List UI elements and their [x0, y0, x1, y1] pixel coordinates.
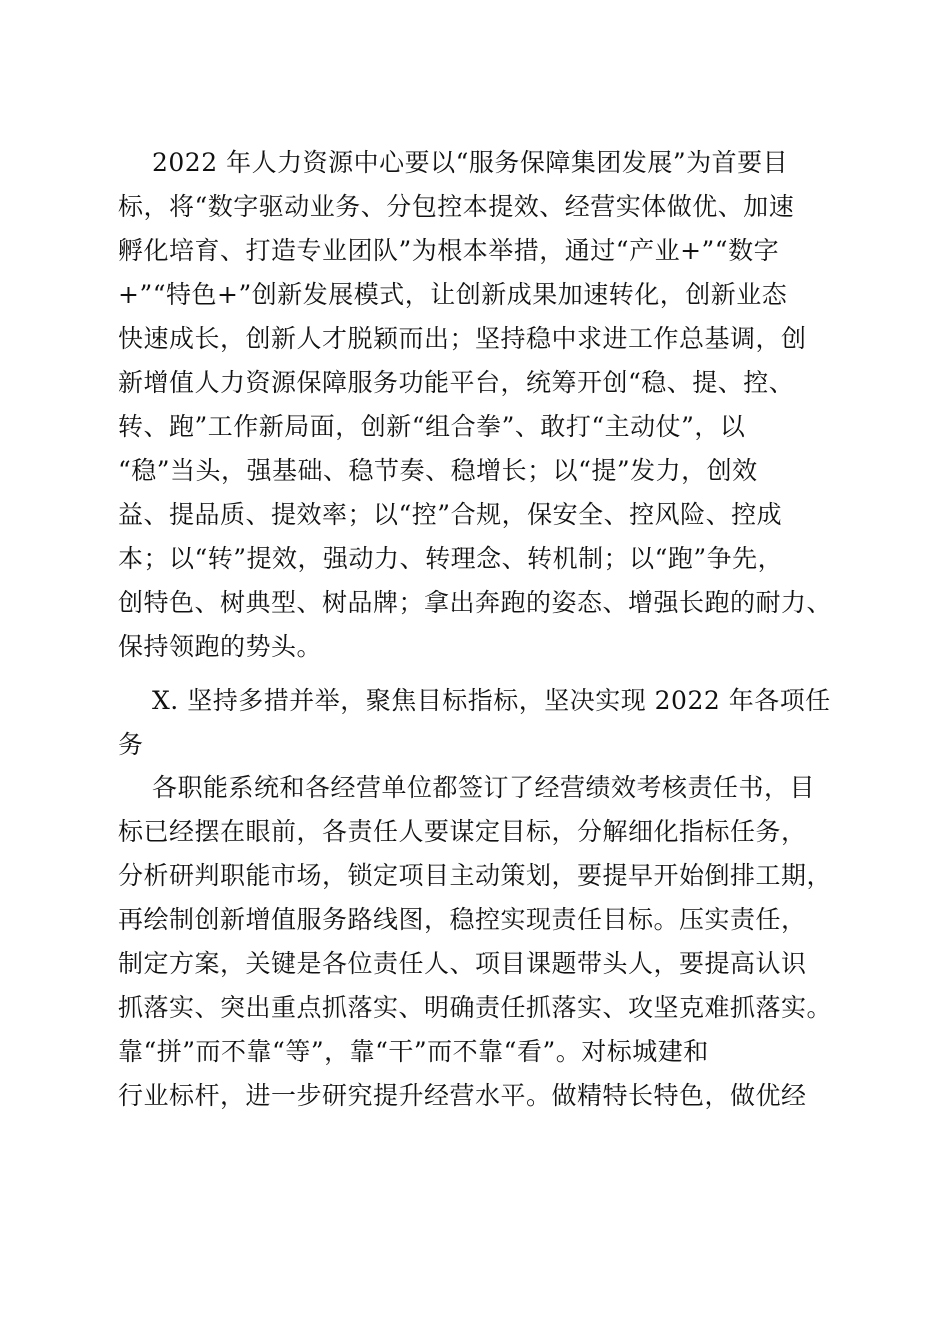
paragraph-1-line-1: 2022 年人力资源中心要以“服务保障集团发展”为首要目 — [152, 148, 789, 177]
paragraph-2-line-4: 再绘制创新增值服务路线图，稳控实现责任目标。压实责任， — [118, 905, 807, 934]
paragraph-1-line-3: 孵化培育、打造专业团队”为根本举措，通过“产业+”“数字 — [118, 236, 780, 265]
paragraph-2-line-3: 分析研判职能市场，锁定项目主动策划，要提早开始倒排工期， — [118, 861, 833, 890]
paragraph-1-line-5: 快速成长，创新人才脱颖而出；坚持稳中求进工作总基调，创 — [118, 324, 807, 353]
paragraph-2-line-7: 靠“拼”而不靠“等”，靠“干”而不靠“看”。对标城建和 — [118, 1037, 709, 1066]
section-heading-line-2: 务 — [118, 730, 144, 759]
paragraph-2-line-5: 制定方案，关键是各位责任人、项目课题带头人，要提高认识 — [118, 949, 807, 978]
paragraph-1-line-4: +”“特色+”创新发展模式，让创新成果加速转化，创新业态 — [118, 280, 788, 309]
paragraph-2-line-1: 各职能系统和各经营单位都签订了经营绩效考核责任书，目 — [152, 773, 816, 802]
paragraph-1-line-2: 标，将“数字驱动业务、分包控本提效、经营实体做优、加速 — [118, 192, 795, 221]
paragraph-2-line-8: 行业标杆，进一步研究提升经营水平。做精特长特色，做优经 — [118, 1081, 807, 1110]
paragraph-1-line-11: 创特色、树典型、树品牌；拿出奔跑的姿态、增强长跑的耐力、 — [118, 588, 833, 617]
paragraph-1-line-12: 保持领跑的势头。 — [118, 632, 323, 661]
paragraph-1-line-7: 转、跑”工作新局面，创新“组合拳”、敢打“主动仗”，以 — [118, 412, 746, 441]
paragraph-2-line-2: 标已经摆在眼前，各责任人要谋定目标，分解细化指标任务， — [118, 817, 807, 846]
paragraph-1-line-8: “稳”当头，强基础、稳节奏、稳增长；以“提”发力，创效 — [118, 456, 758, 485]
paragraph-1-line-10: 本；以“转”提效，强动力、转理念、转机制；以“跑”争先， — [118, 544, 784, 573]
paragraph-2-line-6: 抓落实、突出重点抓落实、明确责任抓落实、攻坚克难抓落实。 — [118, 993, 833, 1022]
paragraph-1-line-9: 益、提品质、提效率；以“控”合规，保安全、控风险、控成 — [118, 500, 783, 529]
paragraph-1-line-6: 新增值人力资源保障服务功能平台，统筹开创“稳、提、控、 — [118, 368, 795, 397]
section-heading-line-1: X. 坚持多措并举，聚焦目标指标，坚决实现 2022 年各项任 — [152, 686, 831, 715]
